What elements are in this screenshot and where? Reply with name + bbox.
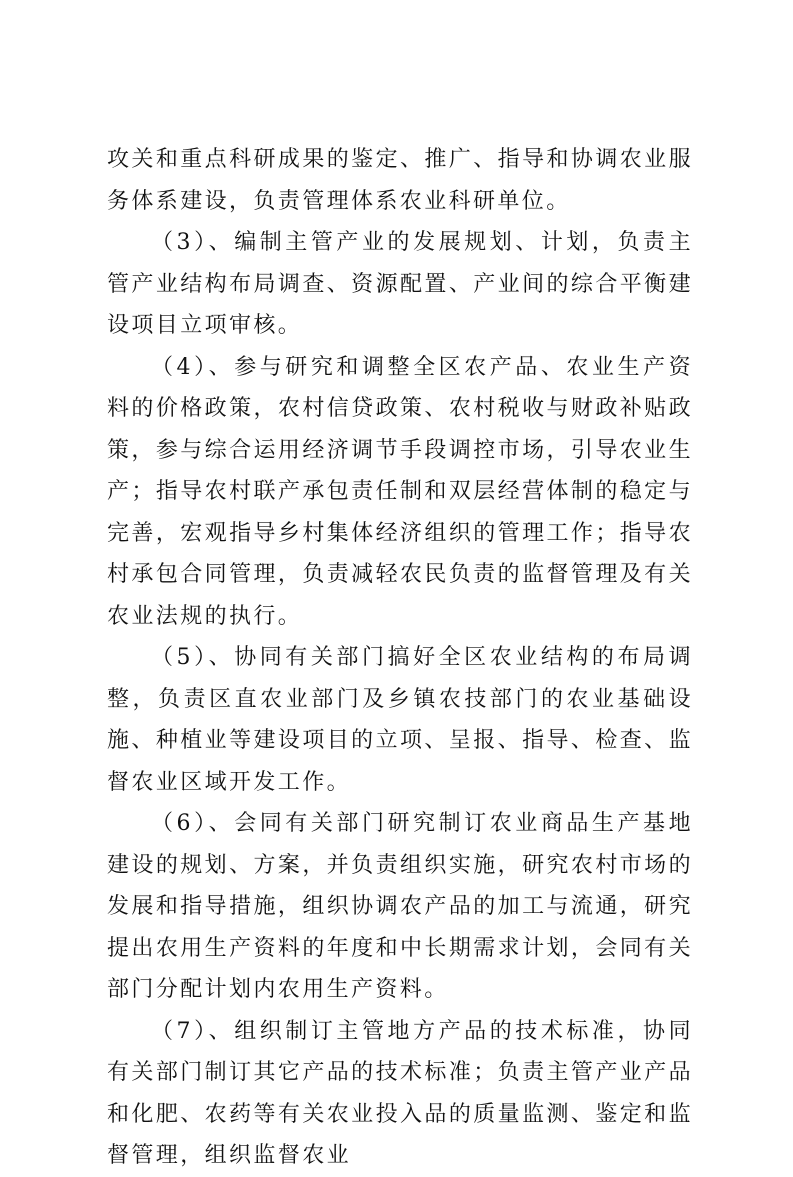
paragraph-item-6: （6）、会同有关部门研究制订农业商品生产基地建设的规划、方案，并负责组织实施，研究农村市场的发展和指导措施，组织协调农产品的加工与流通，研究提出农用生产资料的年度和中长期需求计划，会同有关部门分配计划内农用生产资料。 (107, 811, 693, 1002)
paragraph-item-7: （7）、组织制订主管地方产品的技术标准，协同有关部门制订其它产品的技术标准；负责主管产业产品和化肥、农药等有关农业投入品的质量监测、鉴定和监督管理，组织监督农业 (107, 1018, 693, 1168)
paragraph-item-4: （4）、参与研究和调整全区农产品、农业生产资料的价格政策，农村信贷政策、农村税收与财政补贴政策，参与综合运用经济调节手段调控市场，引导农业生产；指导农村联产承包责任制和双层经营体制的稳定与完善，宏观指导乡村集体经济组织的管理工作；指导农村承包合同管理，负责减轻农民负责的监督管理及有关农业法规的执行。 (107, 354, 693, 629)
document-page (107, 139, 693, 1177)
paragraph-continuation: 攻关和重点科研成果的鉴定、推广、指导和协调农业服务体系建设，负责管理体系农业科研单位。 (107, 147, 693, 214)
paragraph-item-5: （5）、协同有关部门搞好全区农业结构的布局调整，负责区直农业部门及乡镇农技部门的农业基础设施、种植业等建设项目的立项、呈报、指导、检查、监督农业区域开发工作。 (107, 645, 693, 795)
paragraph-item-3: （3）、编制主管产业的发展规划、计划，负责主管产业结构布局调查、资源配置、产业间的综合平衡建设项目立项审核。 (107, 230, 693, 338)
